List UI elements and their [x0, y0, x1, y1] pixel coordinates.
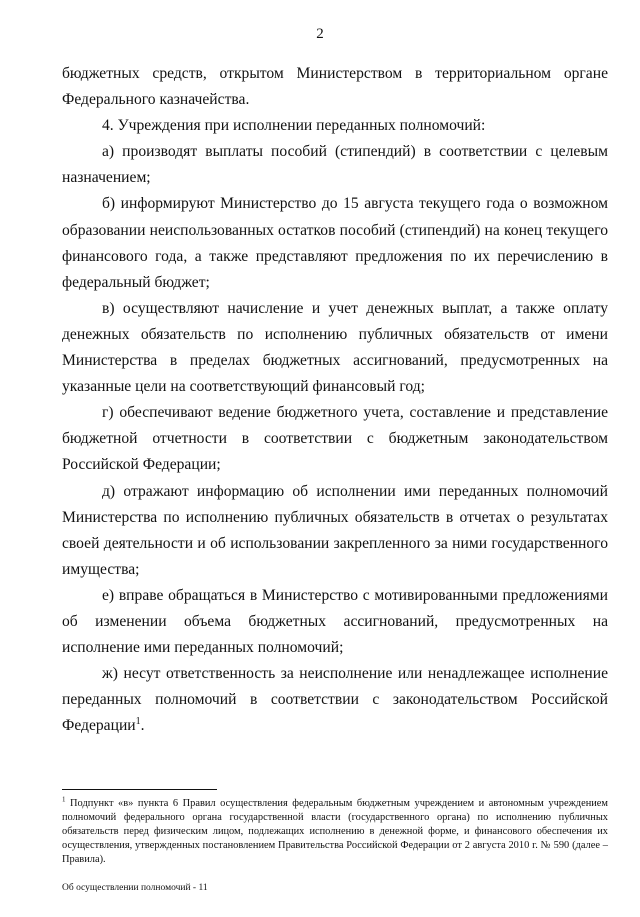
paragraph-item-4: 4. Учреждения при исполнении переданных полномочий:	[102, 117, 486, 135]
footnote-separator	[62, 789, 217, 790]
paragraph-subitem-g: г) обеспечивают ведение бюджетного учета, составление и представление бюджетной отчетности в соответствии с бюджетным законодательством Российской Федерации;	[62, 404, 608, 474]
footnote-text: Подпункт «в» пункта 6 Правил осуществления федеральным бюджетным учреждением и автономным учреждением полномочий федерального органа государственной власти (государственного органа) по исполнению публичных обязательств перед физическим лицом, подлежащих исполнению в денежной форме, и финансового обеспечения их осуществления, утвержденных постановлением Правительства Российской Федерации от 2 августа 2010 г. № 590 (далее – Правила).	[62, 798, 608, 865]
paragraph-subitem-zh-text: ж) несут ответственность за неисполнение или ненадлежащее исполнение переданных полномочий в соответствии с законодательством Российской Федерации	[62, 665, 608, 735]
paragraph-subitem-zh	[62, 661, 608, 739]
paragraph-subitem-b: б) информируют Министерство до 15 августа текущего года о возможном образовании неиспользованных остатков пособий (стипендий) на конец текущего финансового года, а также представляют предложения по их перечислению в федеральный бюджет;	[62, 195, 608, 291]
footnote	[62, 797, 608, 867]
footnote-reference: 1	[135, 716, 141, 728]
footnote-mark: 1	[62, 795, 66, 804]
document-footer: Об осуществлении полномочий - 11	[62, 883, 208, 893]
page-number: 2	[316, 26, 324, 42]
paragraph-subitem-a: а) производят выплаты пособий (стипендий) в соответствии с целевым назначением;	[62, 143, 608, 187]
paragraph-subitem-d: д) отражают информацию об исполнении ими переданных полномочий Министерства по исполнению публичных обязательств в отчетах о результатах своей деятельности и об использовании закрепленного за ними государственного имущества;	[62, 482, 608, 578]
final-punctuation: .	[140, 717, 145, 735]
paragraph-subitem-e: е) вправе обращаться в Министерство с мотивированными предложениями об изменении объема бюджетных ассигнований, предусмотренных на исполнение ими переданных полномочий;	[62, 586, 608, 657]
body-text	[62, 61, 608, 739]
paragraph-continuation: бюджетных средств, открытом Министерством в территориальном органе Федерального казначейства.	[62, 65, 608, 109]
paragraph-subitem-v: в) осуществляют начисление и учет денежных выплат, а также оплату денежных обязательств по исполнению публичных обязательств от имени Министерства в пределах бюджетных ассигнований, предусмотренных на указанные цели на соответствующий финансовый год;	[62, 299, 608, 396]
